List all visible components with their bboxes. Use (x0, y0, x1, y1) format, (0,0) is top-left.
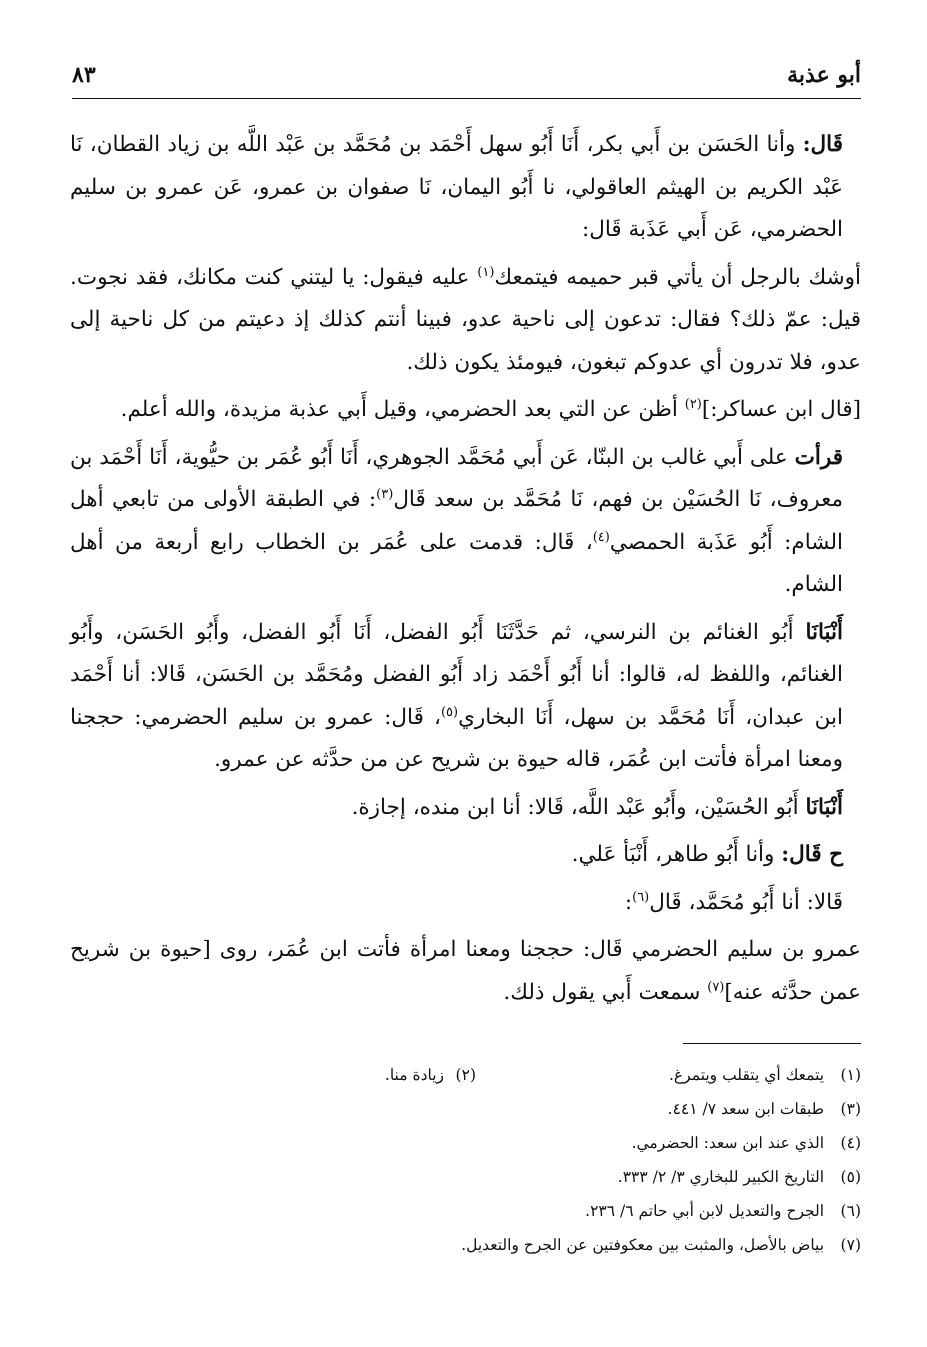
paragraph-lead: أَنْبَانَا (805, 794, 843, 820)
footnote-row (72, 1058, 861, 1092)
paragraph-text: سمعت أَبي يقول ذلك. (503, 979, 708, 1005)
page-number: ٨٣ (72, 62, 96, 88)
footnote-text: طبقات ابن سعد ٧/ ٤٤١. (667, 1100, 825, 1118)
footnote-ref-4[interactable]: (٤) (592, 529, 610, 545)
paragraph-text: قَالا: أنا أَبُو مُحَمَّد، قَال (649, 889, 843, 915)
footnote-separator (683, 1043, 861, 1044)
paragraph-3 (70, 389, 861, 432)
paragraph-text: عمرو بن سليم الحضرمي قَال: حججنا ومعنا امرأة فأتت ابن عُمَر، روى [حيوة بن شريح عمن حدَّثه عنه] (70, 937, 861, 1005)
footnote-number: (٤) (840, 1134, 861, 1152)
paragraph-7 (70, 834, 861, 877)
footnote-ref-6[interactable]: (٦) (632, 889, 650, 905)
footnote-secondary (385, 1058, 476, 1092)
footnote-number: (٣) (840, 1100, 861, 1118)
paragraph-text: : (624, 889, 633, 915)
paragraph-text: أَبُو الحُسَيْن، وأَبُو عَبْد اللَّه، قَالا: أنا ابن منده، إجازة. (351, 794, 806, 820)
paragraph-text: عليه فيقول: يا ليتني كنت مكانك، فقد نجوت. قيل: عمّ ذلك؟ فقال: تدعون إلى ناحية عدو، فبينا أنتم كذلك إذ دعيتم من كل ناحية إلى عدو، فلا تدرون أي عدوكم تبغون، فيومئذ يكون ذلك. (70, 264, 861, 375)
footnote-text: يتمعك أي يتقلب ويتمرغ. (669, 1066, 825, 1084)
footnote-text: الجرح والتعديل لابن أبي حاتم ٦/ ٢٣٦. (585, 1202, 825, 1220)
footnote-number: (٥) (840, 1168, 861, 1186)
main-text (70, 124, 861, 1019)
paragraph-5 (70, 612, 861, 782)
paragraph-text: : في الطبقة الأولى من تابعي أهل الشام: أَبُو عَذَبة الحمصي (70, 487, 843, 555)
paragraph-4 (70, 437, 861, 607)
footnote-row (72, 1228, 861, 1262)
footnote-ref-7[interactable]: (٧) (707, 979, 725, 995)
footnote-row (72, 1160, 861, 1194)
paragraph-text: وأنا أَبُو طاهر، أَنْبَأ عَلي. (571, 842, 782, 867)
page-header (72, 58, 861, 99)
paragraph-8 (70, 882, 861, 925)
paragraph-text: ، قَال: عمرو بن سليم الحضرمي: حججنا ومعنا امرأة فأتت ابن عُمَر، قاله حيوة بن شريح عن من حدَّثه عن عمرو. (70, 704, 843, 772)
footnote-text: التاريخ الكبير للبخاري ٣/ ٢/ ٣٣٣. (617, 1168, 825, 1186)
paragraph-9 (70, 929, 861, 1014)
paragraph-text: [قال ابن عساكر:] (701, 397, 861, 422)
running-title: أبو عذبة (787, 62, 861, 88)
paragraph-text: ، قَال: قدمت على عُمَر بن الخطاب رابع أربعة من أهل الشام. (70, 529, 843, 597)
footnote-ref-2[interactable]: (٢) (684, 396, 702, 412)
footnote-text: بياض بالأصل، والمثبت بين معكوفتين عن الجرح والتعديل. (461, 1236, 825, 1254)
footnote-row (72, 1126, 861, 1160)
footnote-text: الذي عند ابن سعد: الحضرمي. (631, 1134, 825, 1152)
paragraph-lead: أَنْبَانَا (805, 619, 843, 645)
footnotes (72, 1058, 861, 1262)
footnote-ref-3[interactable]: (٣) (376, 486, 394, 502)
paragraph-text: على أَبي غالب بن البنّا، عَن أَبي مُحَمَّد الجوهري، أَنَا أَبُو عُمَر بن حيُّوية، أَنَا أَحْمَد بن معروف، نَا الحُسَيْن بن فهم، نَا مُحَمَّد بن سعد قَال (70, 444, 843, 512)
footnote-text: زيادة منا. (384, 1066, 444, 1084)
paragraph-6 (70, 787, 861, 830)
paragraph-lead: قَال: (802, 132, 843, 157)
paragraph-lead: ح قَال: (781, 842, 843, 867)
paragraph-1 (70, 124, 861, 252)
footnote-row (72, 1092, 861, 1126)
paragraph-text: أظن عن التي بعد الحضرمي، وقيل أَبي عذبة مزيدة، والله أعلم. (120, 397, 685, 422)
paragraph-text: أَبُو الغنائم بن النرسي، ثم حَدَّثَنَا أَبُو الفضل، أَنَا أَبُو الفضل، وأَبُو الحَسَن، وأَبُو الغنائم، واللفظ له، قالوا: أنا أَبُو أَحْمَد زاد أَبُو الفضل ومُحَمَّد بن الحَسَن، قَالا: أنا أَحْمَد ابن عبدان، أَنَا مُحَمَّد بن سهل، أَنَا البخاري (70, 619, 843, 730)
paragraph-text: أوشك بالرجل أن يأتي قبر حميمه فيتمعك (494, 264, 861, 290)
paragraph-lead: قرأت (794, 444, 843, 470)
footnote-number: (٢) (455, 1066, 476, 1084)
footnote-ref-1[interactable]: (١) (477, 264, 495, 280)
footnote-number: (٧) (840, 1236, 861, 1254)
footnote-number: (٦) (840, 1202, 861, 1220)
footnote-ref-5[interactable]: (٥) (440, 704, 459, 720)
paragraph-2 (70, 257, 861, 385)
footnote-number: (١) (840, 1066, 861, 1084)
footnote-row (72, 1194, 861, 1228)
paragraph-text: وأنا الحَسَن بن أَبي بكر، أَنَا أَبُو سهل أَحْمَد بن مُحَمَّد بن عَبْد اللَّه بن زياد القطان، نَا عَبْد الكريم بن الهيثم العاقولي، نا أَبُو اليمان، نَا صفوان بن عمرو، عَن عمرو بن سليم الحضرمي، عَن أَبي عَذَبة قَال: (70, 132, 843, 242)
